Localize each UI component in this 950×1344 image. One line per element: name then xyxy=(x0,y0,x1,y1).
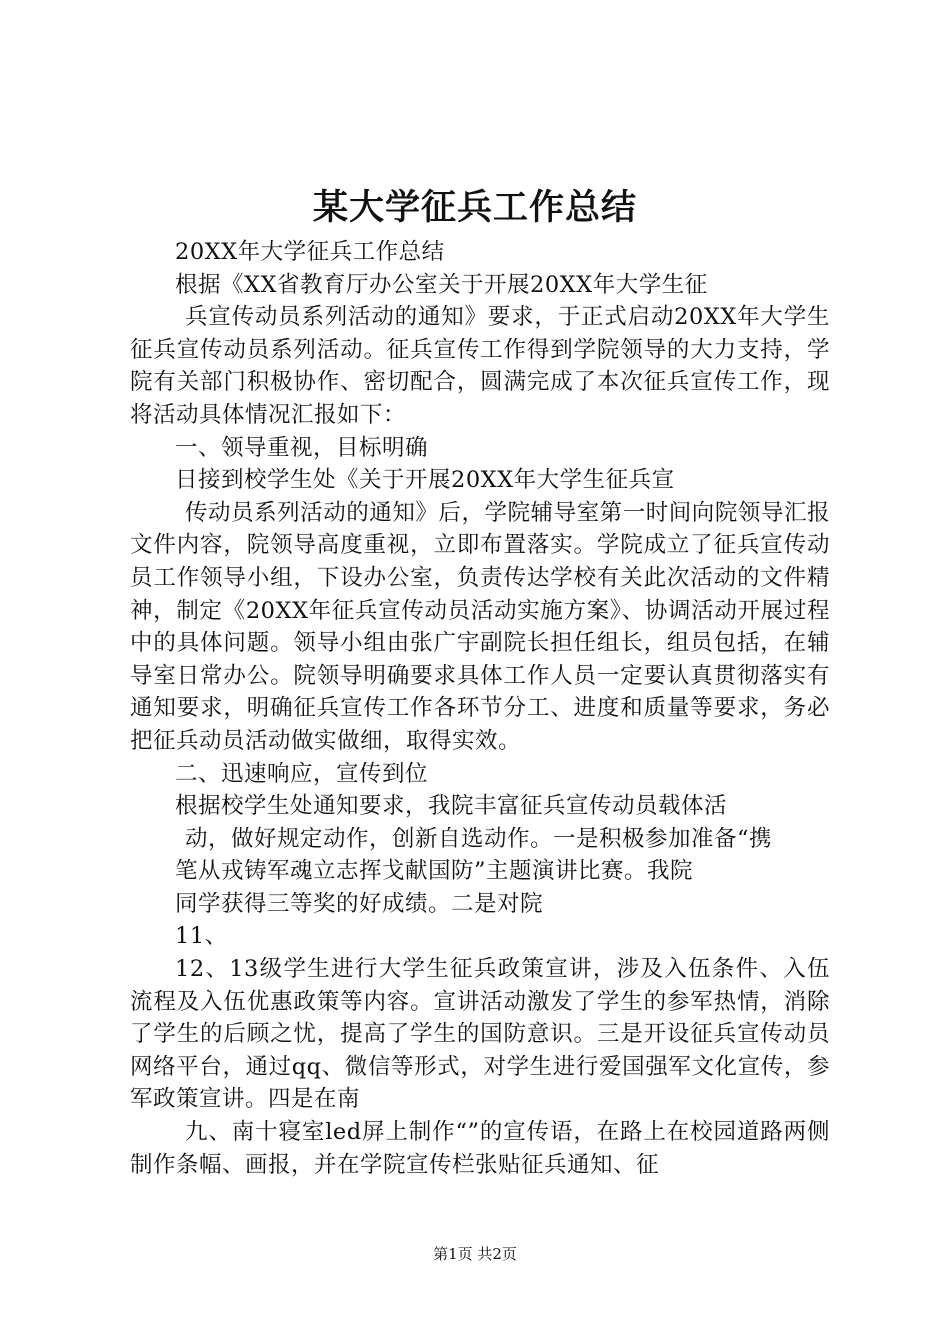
document-title: 某大学征兵工作总结 xyxy=(312,187,637,228)
paragraph: 二、迅速响应，宣传到位 xyxy=(175,760,429,787)
paragraph: 根据校学生处通知要求，我院丰富征兵宣传动员载体活 xyxy=(175,793,728,820)
paragraph: 九、南十寝室led屏上制作“”的宣传语，在路上在校园道路两侧制作条幅、画报，并在学院宣传栏张贴征兵通知、征 xyxy=(130,1119,830,1178)
paragraph: 传动员系列活动的通知》后，学院辅导室第一时间向院领导汇报文件内容，院领导高度重视，立即布置落实。学院成立了征兵宣传动员工作领导小组，下设办公室，负责传达学校有关此次活动的文件精神，制定《20XX年征兵宣传动员活动实施方案》、协调活动开展过程中的具体问题。领导小组由张广宇副院长担任组长，组员包括，在辅导室日常办公。院领导明确要求具体工作人员一定要认真贯彻落实有通知要求，明确征兵宣传工作各环节分工、进度和质量等要求，务必把征兵动员活动做实做细，取得实效。 xyxy=(130,499,830,754)
paragraph: 根据《XX省教育厅办公室关于开展20XX年大学生征 xyxy=(175,271,708,298)
paragraph: 笔从戎铸军魂立志挥戈献国防”主题演讲比赛。我院 xyxy=(175,858,694,885)
paragraph: 动，做好规定动作，创新自选动作。一是积极参加准备“携 xyxy=(185,825,773,852)
paragraph: 同学获得三等奖的好成绩。二是对院 xyxy=(175,890,544,917)
paragraph: 日接到校学生处《关于开展20XX年大学生征兵宣 xyxy=(175,467,675,494)
page-footer: 第1页 共2页 xyxy=(433,1245,517,1263)
paragraph: 兵宣传动员系列活动的通知》要求，于正式启动20XX年大学生征兵宣传动员系列活动。征兵宣传工作得到学院领导的大力支持，学院有关部门积极协作、密切配合，圆满完成了本次征兵宣传工作，现将活动具体情况汇报如下： xyxy=(130,304,830,428)
paragraph: 11、 xyxy=(175,923,228,950)
paragraph: 20XX年大学征兵工作总结 xyxy=(175,239,445,265)
paragraph: 12、13级学生进行大学生征兵政策宣讲，涉及入伍条件、入伍流程及入伍优惠政策等内容。宣讲活动激发了学生的参军热情，消除了学生的后顾之忧，提高了学生的国防意识。三是开设征兵宣传动员网络平台，通过qq、微信等形式，对学生进行爱国强军文化宣传，参军政策宣讲。四是在南 xyxy=(130,956,830,1113)
paragraph: 一、领导重视，目标明确 xyxy=(175,434,429,461)
document-body xyxy=(130,236,830,1181)
